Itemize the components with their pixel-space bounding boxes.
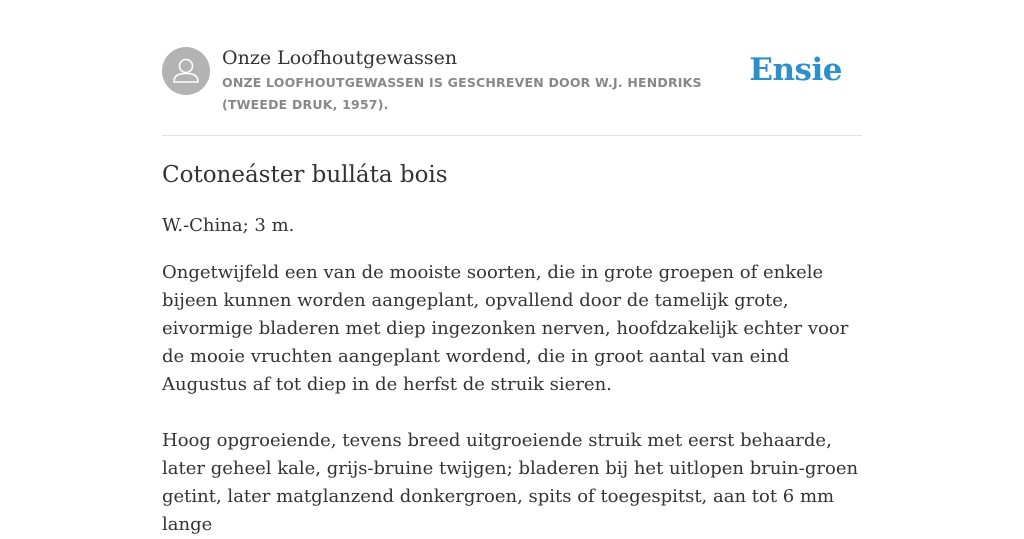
source-title[interactable]: Onze Loofhoutgewassen <box>222 47 458 69</box>
entry-paragraph: Ongetwijfeld een van de mooiste soorten, die in grote groepen of enkele bijeen kunnen worden aangeplant, opvallend door de tamelijk grote, eivormige bladeren met diep ingezonken nerven, hoofdzakelijk echter voor de mooie vruchten aangeplant wordend, die in groot aantal van eind Augustus af tot diep in de herfst de struik sieren. <box>162 262 849 395</box>
user-icon <box>162 47 210 95</box>
entry-title: Cotoneáster bulláta bois <box>162 162 448 188</box>
brand-logo[interactable]: Ensie <box>749 52 842 88</box>
avatar <box>162 47 210 95</box>
entry-origin: W.-China; 3 m. <box>162 215 295 236</box>
source-description: ONZE LOOFHOUTGEWASSEN IS GESCHREVEN DOOR W.J. HENDRIKS (TWEEDE DRUK, 1957). <box>222 75 702 112</box>
entry-paragraph: Hoog opgroeiende, tevens breed uitgroeiende struik met eerst behaarde, later geheel kale, grijs-bruine twijgen; bladeren bij het uitlopen bruin-groen getint, later matglanzend donkergroen, spits of toegespitst, aan tot 6 mm lange <box>162 430 859 535</box>
source-header <box>162 46 862 136</box>
divider <box>162 135 862 136</box>
